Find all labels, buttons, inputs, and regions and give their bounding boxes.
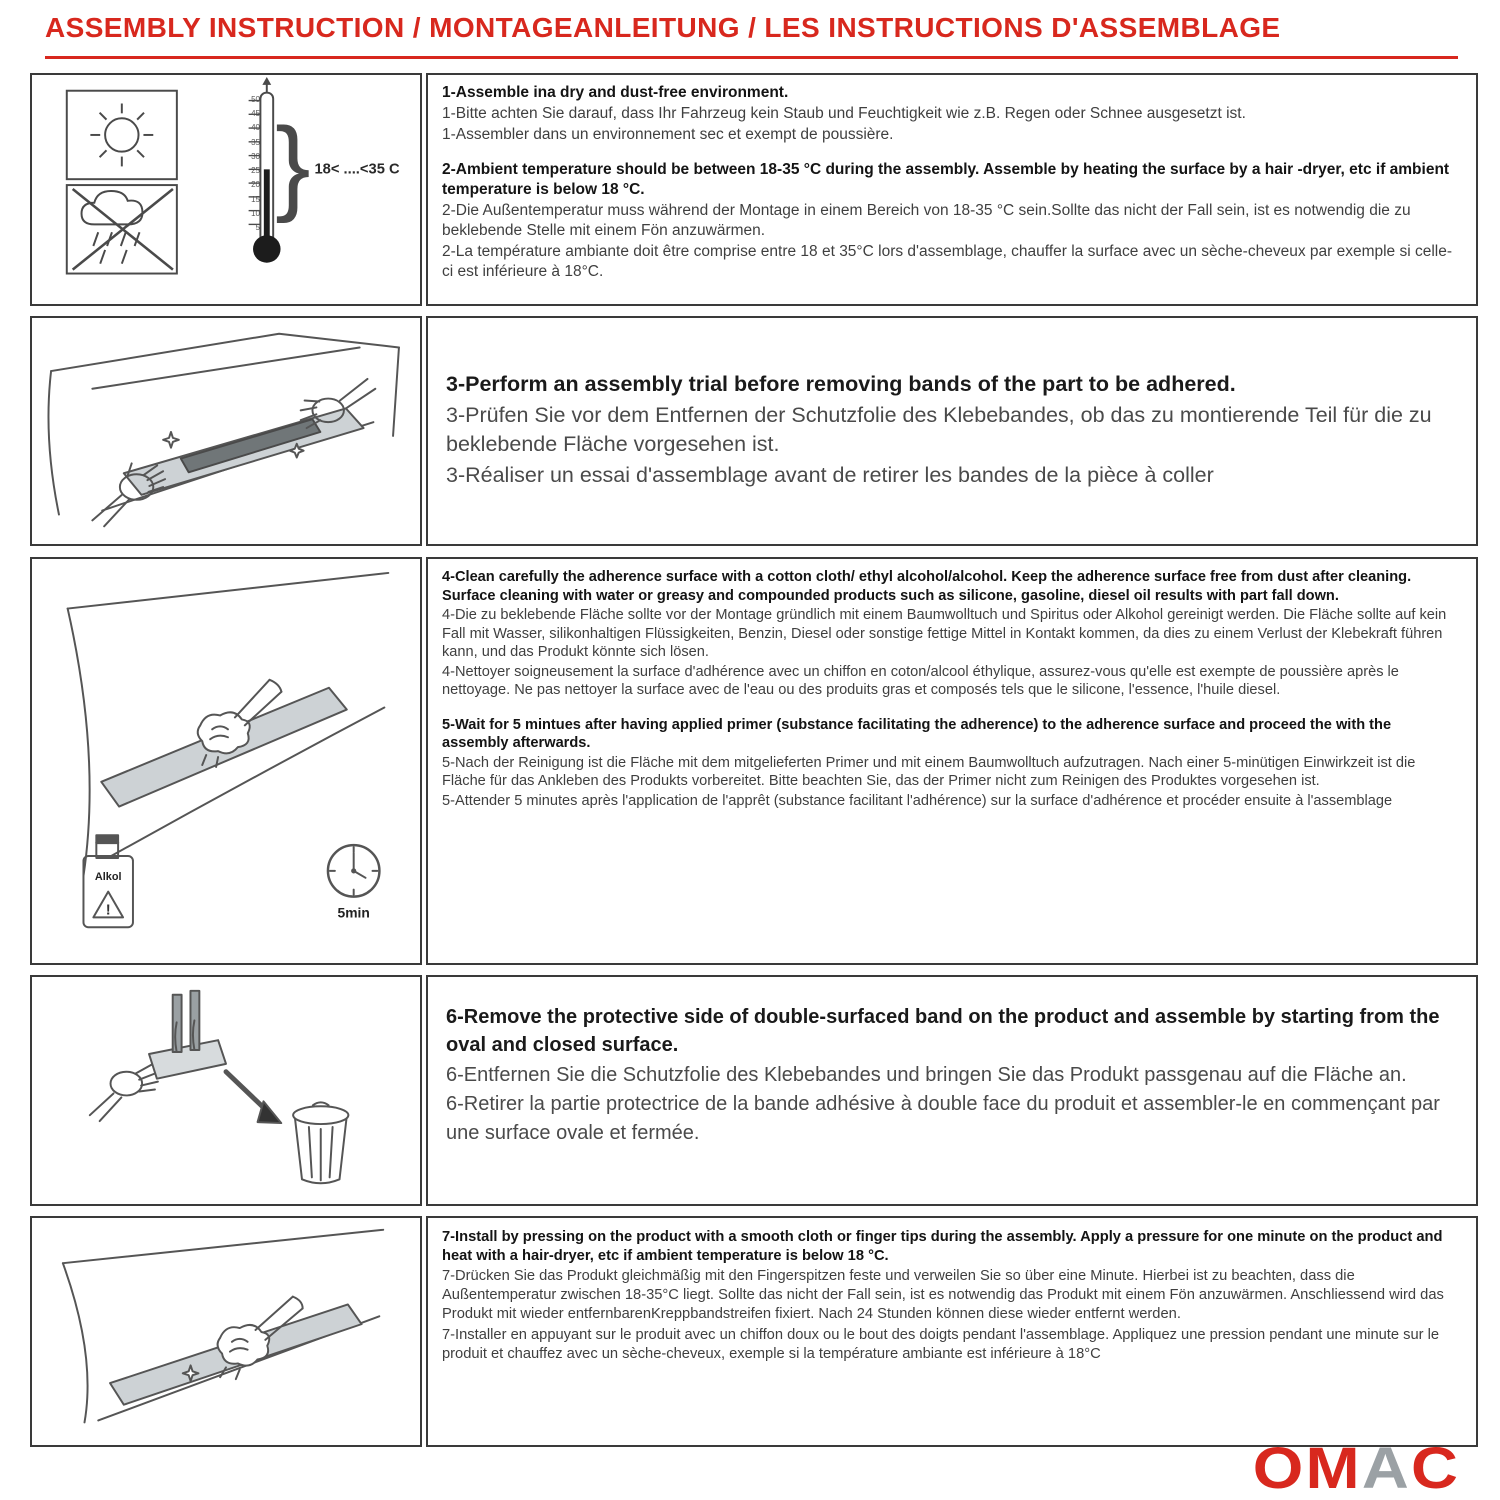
section-4-5-text bbox=[426, 557, 1478, 965]
section-6-text bbox=[426, 975, 1478, 1206]
illustration-environment-temperature bbox=[30, 73, 422, 306]
clock-icon bbox=[328, 845, 379, 896]
instruction-paragraph: 7-Drücken Sie das Produkt gleichmäßig mit den Fingerspitzen feste und verweilen Sie so über eine Minute. Hierbei ist zu beachten, dass die Außentemperatur zwischen 18-35°C liegt. Sollte das nicht der Fall sein, ist es notwendig das Produkt mit einem Fön anzuwärmen. Anschliessend wird das Produkt mit wieder entfernbarenKreppbandstreifen fixiert. Nach 24 Stunden können diese wieder entfernt werden. bbox=[442, 1268, 1444, 1323]
sun-icon bbox=[90, 104, 153, 167]
scale-tick-label: 5 bbox=[255, 222, 260, 232]
clean-primer-drawing bbox=[32, 559, 420, 963]
logo-letter: C bbox=[1410, 1436, 1460, 1500]
section-3-text bbox=[426, 316, 1478, 546]
illustration-remove-band bbox=[30, 975, 422, 1206]
instruction-paragraph: 2-La température ambiante doit être comprise entre 18 et 35°C lors d'assemblage, chauffer la surface avec un sèche-cheveux par exemple si celle-ci est inférieure à 18°C. bbox=[442, 242, 1453, 280]
scale-tick-label: 15 bbox=[251, 194, 260, 204]
environment-temperature-drawing bbox=[32, 75, 420, 304]
instruction-paragraph: 4-Die zu beklebende Fläche sollte vor der Montage gründlich mit einem Baumwolltuch und Spiritus oder Alkohol gereinigt werden. Die Fläche sollte auf kein Fall mit Wasser, silikonhaltigen Flüssigkeiten, Benzin, Diesel oder sonstige fettige Mittel in Kontakt kommen, da dies zu einem Verlust der Klebekraft führen kann, und das Produkt könnte sich lösen. bbox=[442, 607, 1447, 661]
scale-tick-label: 30 bbox=[251, 151, 260, 161]
scale-tick-label: 10 bbox=[251, 208, 260, 218]
logo-letter: OM bbox=[1252, 1436, 1362, 1500]
thermometer-scale bbox=[234, 96, 260, 232]
scale-tick-label: 40 bbox=[251, 123, 260, 133]
clock-duration-label: 5min bbox=[337, 904, 370, 921]
instruction-paragraph: 1-Assembler dans un environnement sec et exempt de poussière. bbox=[442, 125, 894, 143]
temp-range-label: 18< ....<35 C bbox=[314, 161, 400, 178]
instruction-paragraph: 6-Remove the protective side of double-surfaced band on the product and assemble by starting from the oval and closed surface. bbox=[446, 1006, 1440, 1057]
instruction-paragraph: 1-Assemble ina dry and dust-free environment. bbox=[442, 84, 789, 101]
scale-tick-label: 20 bbox=[251, 180, 260, 190]
scale-tick-label: 50 bbox=[251, 95, 260, 104]
instruction-paragraph: 2-Ambient temperature should be between 18-35 °C during the assembly. Assemble by heating the surface by a hair -dryer, etc if ambient temperature is below 18 °C. bbox=[442, 161, 1450, 199]
holding-hand-icon bbox=[90, 1064, 158, 1121]
brand-logo bbox=[1252, 1436, 1460, 1500]
remove-band-drawing bbox=[32, 977, 420, 1204]
instruction-paragraph: 2-Die Außentemperatur muss während der Montage in einem Bereich von 18-35 °C sein.Sollte das nicht der Fall sein, ist es notwendig die zu beklebende Stelle mit einem Fön anzuwärmen. bbox=[442, 202, 1411, 239]
instruction-paragraph: 4-Clean carefully the adherence surface with a cotton cloth/ ethyl alcohol/alcohol. Keep the adherence surface free from dust after cleaning. Surface cleaning with water or greasy and compounded products such as silicone, gasoline, diesel oil results with part fall down. bbox=[442, 569, 1412, 604]
scale-tick-label: 45 bbox=[251, 109, 260, 119]
page-title: ASSEMBLY INSTRUCTION / MONTAGEANLEITUNG / LES INSTRUCTIONS D'ASSEMBLAGE bbox=[45, 12, 1281, 43]
section-7-text bbox=[426, 1216, 1478, 1447]
sparkle-icon bbox=[163, 432, 179, 448]
scale-tick-label: 35 bbox=[251, 137, 260, 147]
instruction-paragraph: 3-Perform an assembly trial before removing bands of the part to be adhered. bbox=[446, 372, 1236, 396]
scale-tick-label: 25 bbox=[251, 166, 260, 176]
door-frame-line bbox=[63, 1263, 88, 1422]
section-1-2-text bbox=[426, 73, 1478, 306]
assembly-trial-drawing bbox=[32, 318, 420, 544]
trash-bin-icon bbox=[293, 1102, 348, 1183]
instruction-paragraph: 5-Nach der Reinigung ist die Fläche mit dem mitgelieferten Primer und mit einem Baumwolltuch aufzutragen. Nach einer 5-minütigen Einwirkzeit ist die Fläche für das Ankleben des Produkts vorbereitet. Bitte beachten Sie, das der Primer nicht zum Reinigen des Produktes vorgesehen ist. bbox=[442, 754, 1416, 790]
logo-letter: A bbox=[1361, 1436, 1411, 1500]
instruction-paragraph: 4-Nettoyer soigneusement la surface d'adhérence avec un chiffon en coton/alcool éthylique, assurez-vous qu'elle est exempte de poussière après le nettoyage. Ne pas nettoyer la surface avec de l'eau ou des produits gras et composés tels que le silicone, l'essence, l'huile diesel. bbox=[442, 663, 1399, 699]
illustration-clean-primer bbox=[30, 557, 422, 965]
instruction-paragraph: 5-Attender 5 minutes après l'application de l'apprêt (substance facilitant l'adhérence) sur la surface d'adhérence et procéder ensuite à l'assemblage bbox=[442, 792, 1393, 809]
thermometer-icon bbox=[249, 77, 400, 263]
instruction-paragraph: 6-Entfernen Sie die Schutzfolie des Klebebandes und bringen Sie das Produkt passgenau auf die Fläche an. bbox=[446, 1063, 1407, 1086]
product-part bbox=[149, 1040, 226, 1078]
door-frame-line bbox=[48, 371, 58, 514]
title-underline bbox=[45, 56, 1458, 59]
instruction-paragraph: 7-Installer en appuyant sur le produit avec un chiffon doux ou le bout des doigts pendant l'assemblage. Appliquez une pression pendant une minute sur le produit et chauffez avec un sèche-cheveux, exemple si la température ambiante est inférieure à 18°C bbox=[442, 1326, 1440, 1362]
instruction-paragraph: 6-Retirer la partie protectrice de la bande adhésive à double face du produit et assembler-le en commençant par une surface ovale et fermée. bbox=[446, 1093, 1440, 1144]
range-bracket: } bbox=[275, 105, 311, 224]
instruction-paragraph: 3-Prüfen Sie vor dem Entfernen der Schutzfolie des Klebebandes, ob das zu montierende Teil für die zu beklebende Fläche vorgesehen ist. bbox=[446, 402, 1432, 457]
warning-exclamation: ! bbox=[105, 902, 111, 919]
illustration-press-install bbox=[30, 1216, 422, 1447]
door-frame-line bbox=[68, 609, 90, 876]
instruction-paragraph: 7-Install by pressing on the product with a smooth cloth or finger tips during the assembly. Apply a pressure for one minute on the product and heat with a hair-dryer, etc if ambient temperature is below 18 °C. bbox=[442, 1229, 1443, 1265]
instruction-paragraph: 3-Réaliser un essai d'assemblage avant de retirer les bandes de la pièce à coller bbox=[446, 462, 1214, 487]
press-install-drawing bbox=[32, 1218, 420, 1445]
bottle-label: Alkol bbox=[94, 870, 122, 883]
illustration-assembly-trial bbox=[30, 316, 422, 546]
instruction-paragraph: 1-Bitte achten Sie darauf, dass Ihr Fahrzeug kein Staub und Feuchtigkeit wie z.B. Regen oder Schnee ausgesetzt ist. bbox=[442, 104, 1246, 122]
no-rain-icon bbox=[73, 189, 173, 270]
instruction-paragraph: 5-Wait for 5 mintues after having applied primer (substance facilitating the adherence) to the adherence surface and proceed the with the assembly afterwards. bbox=[442, 716, 1392, 752]
